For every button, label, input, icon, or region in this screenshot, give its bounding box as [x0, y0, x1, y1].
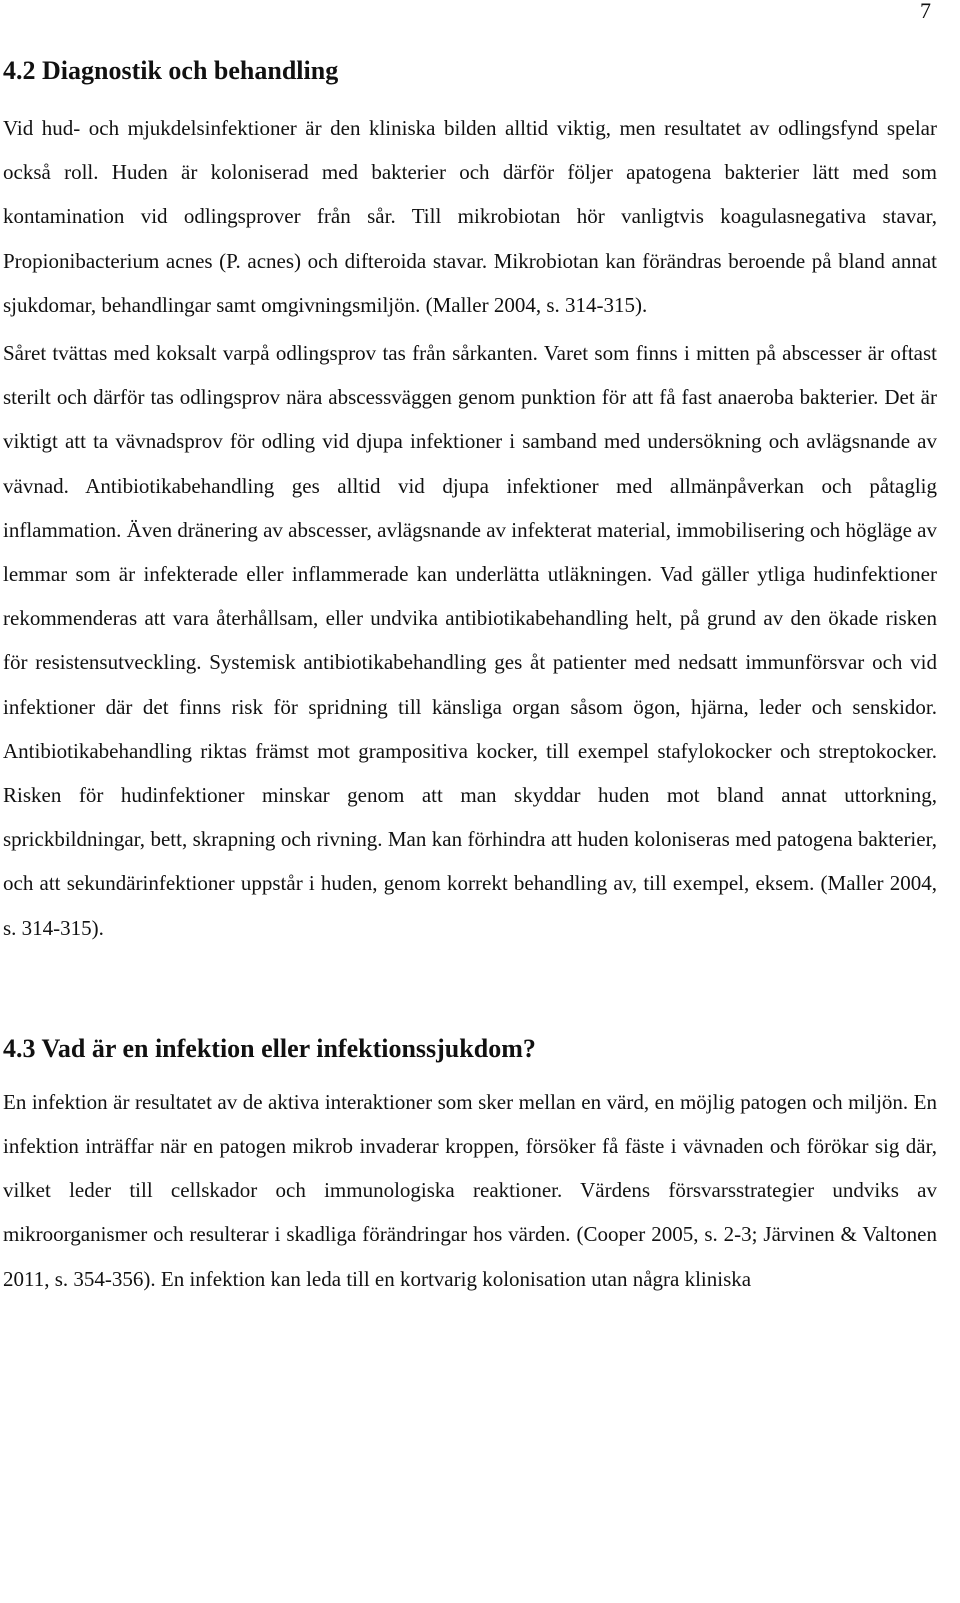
- paragraph: En infektion är resultatet av de aktiva interaktioner som sker mellan en värd, en möjlig patogen och miljön. En infektion inträffar när en patogen mikrob invaderar kroppen, försöker få fäste i vävnaden och förökar sig där, vilket leder till cellskador och immunologiska reaktioner. Värdens försvarsstrategier undviks av mikroorganismer och resulterar i skadliga förändringar hos värden. (Cooper 2005, s. 2-3; Järvinen & Valtonen 2011, s. 354-356). En infektion kan leda till en kortvarig kolonisation utan några kliniska: [3, 1089, 937, 1291]
- paragraph-sentence: Såret tvättas med koksalt varpå odlingsprov tas från sårkanten.: [3, 341, 538, 366]
- paragraph: Vid hud- och mjukdelsinfektioner är den kliniska bilden alltid viktig, men resultatet av odlingsfynd spelar också roll. Huden är koloniserad med bakterier och därför följer apatogena bakterier lätt med som kontamination vid odlingsprover från sår. Till mikrobiotan hör vanligtvis koagulasnegativa stavar, Propionibacterium acnes (P. acnes) och difteroida stavar. Mikrobiotan kan förändras beroende på bland annat sjukdomar, behandlingar samt omgivningsmiljön. (Maller 2004, s. 314-315).: [3, 116, 937, 317]
- paragraph: [3, 331, 937, 950]
- paragraph-continuation: Varet som finns i mitten på abscesser är oftast sterilt och därför tas odlingsprov nära abscessväggen genom punktion för att få fast anaeroba bakterier. Det är viktigt att ta vävnadsprov för odling vid djupa infektioner i samband med undersökning och avlägsnande av vävnad. Antibiotikabehandling ges alltid vid djupa infektioner med allmänpåverkan och påtaglig inflammation. Även dränering av abscesser, avlägsnande av infekterat material, immobilisering och högläge av lemmar som är infekterade eller inflammerade kan underlätta utläkningen. Vad gäller ytliga hudinfektioner rekommenderas att vara återhållsam, eller undvika antibiotikabehandling helt, på grund av den ökade risken för resistensutveckling. Systemisk antibiotikabehandling ges åt patienter med nedsatt immunförsvar och vid infektioner där det finns risk för spridning till känsliga organ såsom ögon, hjärna, leder och senskidor. Antibiotikabehandling riktas främst mot grampositiva kocker, till exempel stafylokocker och streptokocker. Risken för hudinfektioner minskar genom att man skyddar huden mot bland annat uttorkning, sprickbildningar, bett, skrapning och rivning. Man kan förhindra att huden koloniseras med patogena bakterier, och att sekundärinfektioner uppstår i huden, genom korrekt behandling av, till exempel, eksem. (Maller 2004, s. 314-315).: [3, 341, 938, 940]
- document-body: [3, 52, 937, 1301]
- section-heading: 4.3 Vad är en infektion eller infektionssjukdom?: [3, 1033, 536, 1063]
- section-heading: 4.2 Diagnostik och behandling: [3, 56, 339, 85]
- page-number: 7: [920, 0, 931, 23]
